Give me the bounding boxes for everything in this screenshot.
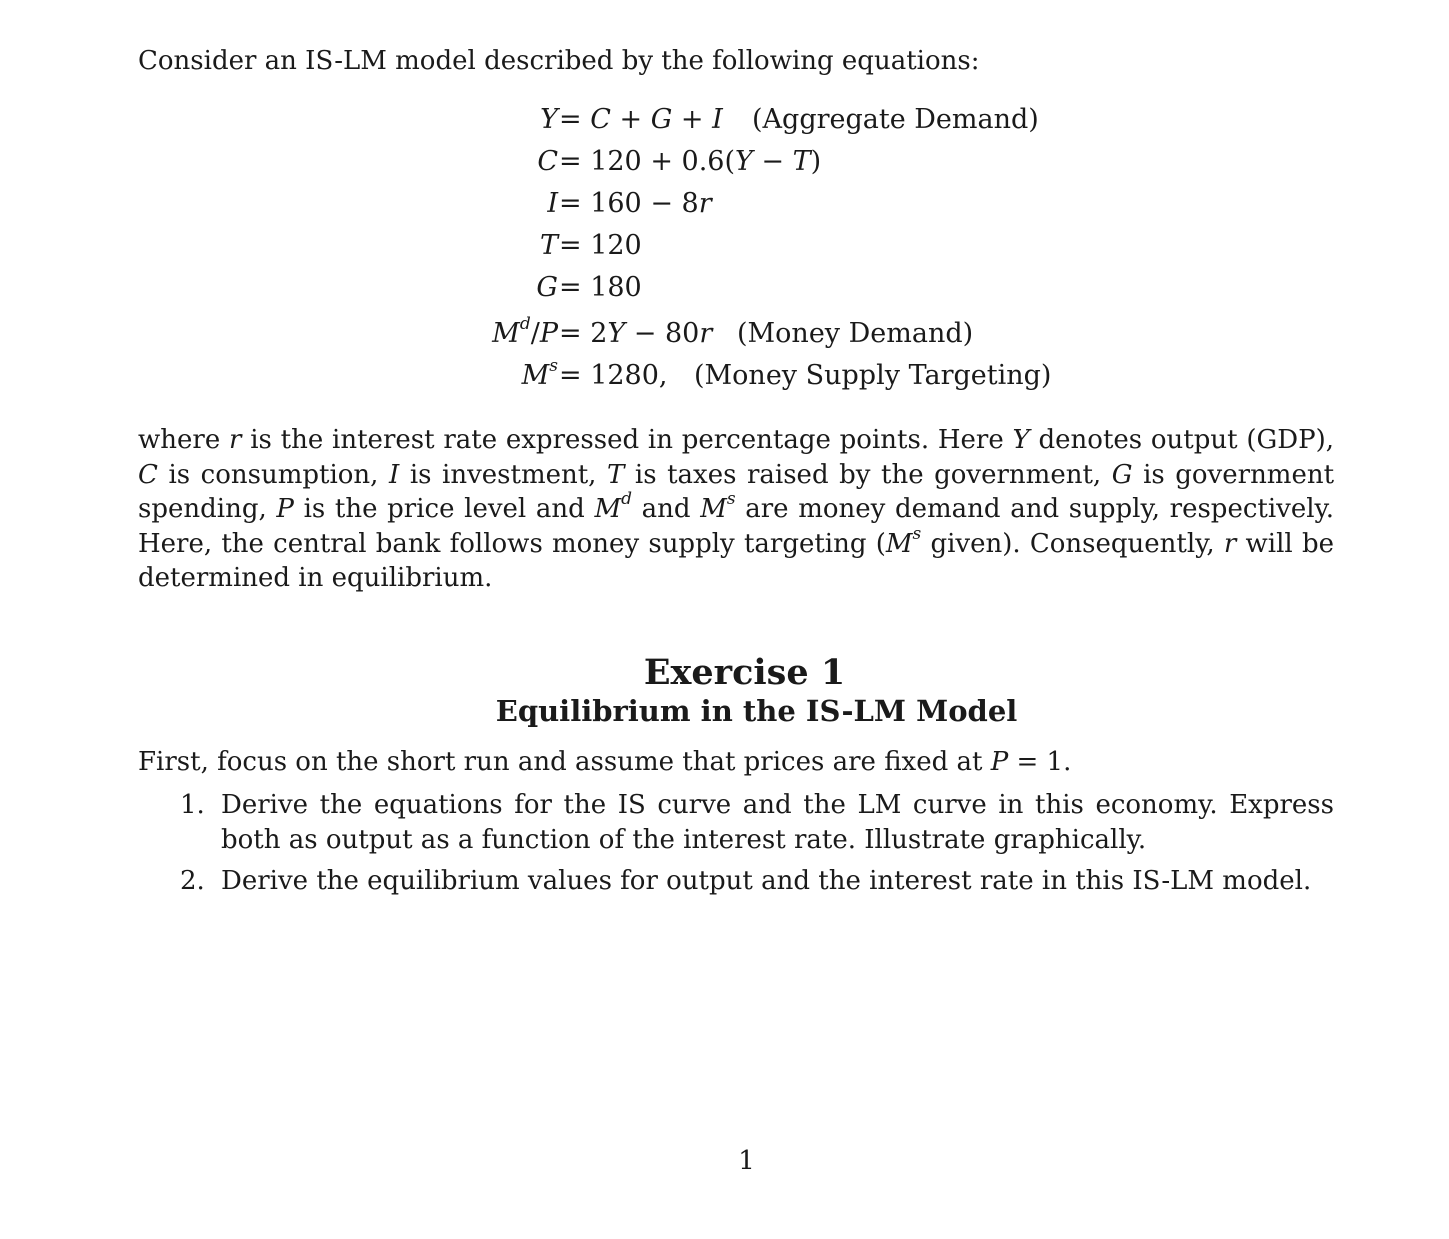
equation-taxes — [0, 230, 1449, 264]
equation-money-demand — [0, 314, 1449, 352]
equation-aggregate-demand — [0, 104, 1449, 138]
text-fragment: given). Consequently, — [930, 528, 1215, 559]
equation-lhs: $M^s$ — [521, 356, 558, 391]
equation-lhs: C — [537, 146, 558, 177]
equation-lhs: $M^d/P$ — [492, 314, 558, 349]
text-fragment: = 1. — [1016, 747, 1072, 777]
equation-money-supply — [0, 356, 1449, 394]
text-fragment: and — [641, 494, 691, 524]
exercise-intro: First, focus on the short run and assume that prices are fixed at P = 1. — [138, 747, 1072, 777]
equation-rhs: = 2Y − 80r — [559, 318, 713, 349]
list-item-number: 1. — [180, 790, 205, 820]
equation-rhs: = C + G + I — [559, 104, 723, 135]
equation-lhs: T — [539, 230, 558, 261]
text-fragment: will be determined in equilibrium. — [138, 528, 1334, 593]
text-fragment: is taxes raised by the government, — [634, 459, 1102, 490]
equation-government — [0, 272, 1449, 306]
text-fragment: is the price level and — [303, 494, 585, 524]
text-fragment: denotes output (GDP), — [1038, 425, 1335, 455]
intro-paragraph — [138, 44, 1334, 79]
text-fragment: First, focus on the short run and assume that prices are fixed at — [138, 747, 983, 777]
equation-lhs: I — [547, 188, 558, 219]
list-item-number: 2. — [180, 866, 205, 896]
exercise-subtitle: Equilibrium in the IS-LM Model — [495, 694, 1018, 728]
equation-investment — [0, 188, 1449, 222]
equation-tag: (Aggregate Demand) — [752, 104, 1039, 135]
equation-lhs: Y — [540, 104, 558, 135]
equation-tag: (Money Demand) — [737, 318, 974, 349]
intro-text: Consider an IS-LM model described by the following equations: — [138, 46, 980, 76]
text-fragment: is consumption, — [168, 459, 379, 490]
equation-rhs: = 1280, — [559, 360, 668, 391]
equation-rhs: = 120 + 0.6(Y − T) — [559, 146, 822, 177]
description-paragraph: where r is the interest rate expressed in percentage points. Here Y denotes output (GDP), C is consumption, I is investment, T is taxes raised by the government, G is government spending, P is the price level and $M^d$ and $M^s$ are money demand and supply, respectively. Here, the central bank follows money supply targeting ($M^s$ given). Consequently, r will be determined in equilibrium. — [138, 425, 1335, 593]
list-item — [180, 864, 1334, 899]
equation-rhs: = 180 — [559, 272, 642, 303]
exercise-title: Exercise 1 — [643, 652, 846, 693]
equation-rhs: = 120 — [559, 230, 642, 261]
equation-rhs: = 160 − 8r — [559, 188, 712, 219]
list-item-text: Derive the equations for the IS curve and the LM curve in this economy. Express both as output as a function of the interest rate. Illustrate graphically. — [221, 790, 1334, 855]
text-fragment: are money demand and supply, respectively. Here, the central bank follows money supply targeting ( — [138, 494, 1335, 559]
equation-consumption — [0, 146, 1449, 180]
text-fragment: is investment, — [409, 459, 597, 490]
list-item-text: Derive the equilibrium values for output and the interest rate in this IS-LM model. — [221, 866, 1312, 896]
page-number: 1 — [738, 1146, 755, 1176]
equation-tag: (Money Supply Targeting) — [694, 360, 1052, 391]
equation-lhs: G — [536, 272, 558, 303]
text-fragment: where — [138, 425, 221, 455]
list-item — [180, 788, 1334, 857]
text-fragment: is government spending, — [138, 459, 1335, 524]
text-fragment: is the interest rate expressed in percentage points. Here — [250, 425, 1004, 455]
